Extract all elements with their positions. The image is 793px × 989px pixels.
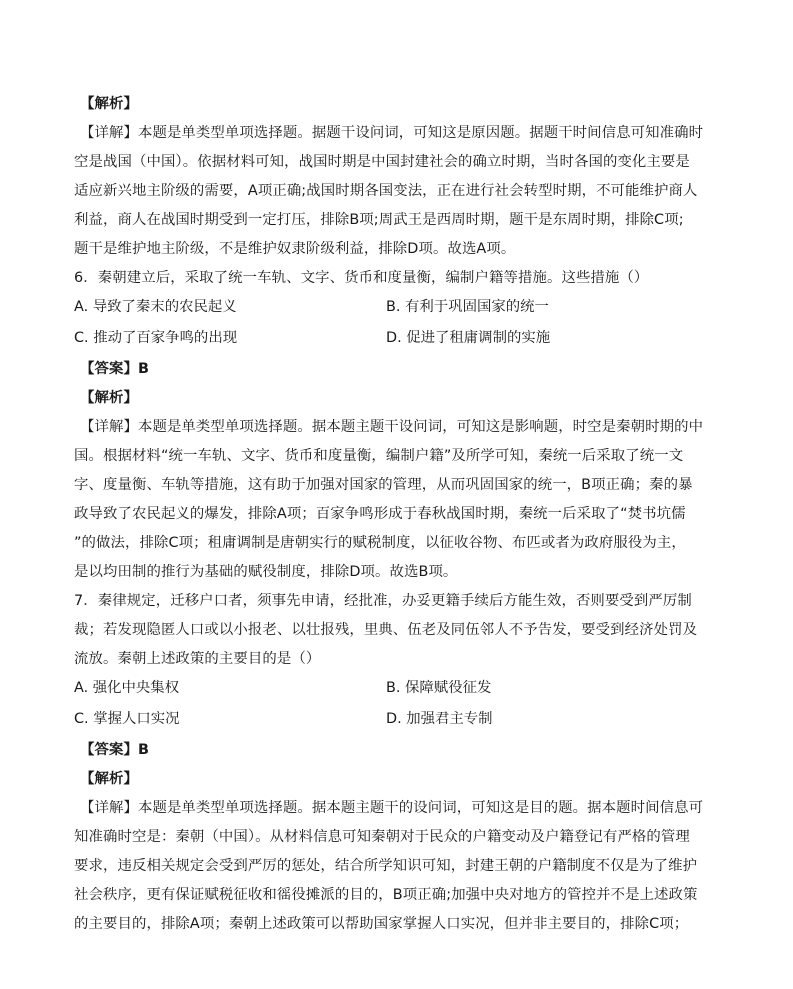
q6-stem: 6．秦朝建立后，采取了统一车轨、文字、货币和度量衡，编制户籍等措施。这些措施（） (74, 270, 649, 286)
q6-options-row-1 (74, 293, 734, 324)
q6-detail-line: 【详解】本题是单类型单项选择题。据本题主题干设问词，可知这是影响题，时空是秦朝时期的中 (80, 419, 704, 435)
q6-answer: 【答案】B (80, 361, 150, 377)
q6-option-b: B. 有利于巩固国家的统一 (386, 299, 549, 315)
q7-analysis-label: 【解析】 (80, 771, 138, 787)
q7-option-c: C. 掌握人口实况 (74, 711, 180, 727)
q5-analysis-label: 【解析】 (80, 96, 138, 112)
document-page (74, 90, 734, 939)
q7-detail-line: 社会秩序，更有保证赋税征收和徭役摊派的目的，B项正确;加强中央对地方的管控并不是上述政策 (74, 887, 698, 903)
q5-detail-line: 利益，商人在战国时期受到一定打压，排除B项;周武王是西周时期，题干是东周时期，排除C项; (74, 212, 684, 228)
q6-detail-line: 字、度量衡、车轨等措施，这有助于加强对国家的管理，从而巩固国家的统一，B项正确；秦的暴 (74, 477, 693, 493)
q7-detail (74, 794, 734, 939)
q6-detail-line: 是以均田制的推行为基础的赋役制度，排除D项。故选B项。 (74, 564, 458, 580)
q7-stem-line: 裁；若发现隐匿人口或以小报老、以壮报残，里典、伍老及同伍邻人不予告发，要受到经济处罚及 (74, 622, 698, 638)
q7-options-row-2 (74, 705, 734, 736)
q5-detail-line: 空是战国（中国）。依据材料可知，战国时期是中国封建社会的确立时期，当时各国的变化主要是 (74, 154, 690, 170)
q7-stem-line: 7．秦律规定，迁移户口者，须事先申请，经批准，办妥更籍手续后方能生效，否则要受到严厉制 (74, 593, 692, 609)
q5-detail (74, 119, 734, 264)
q7-stem (74, 587, 734, 674)
q7-answer: 【答案】B (80, 742, 150, 758)
q5-detail-line: 【详解】本题是单类型单项选择题。据题干设问词，可知这是原因题。据题干时间信息可知准确时 (80, 125, 704, 141)
q5-detail-line: 适应新兴地主阶级的需要，A项正确;战国时期各国变法，正在进行社会转型时期，不可能维护商人 (74, 183, 698, 199)
q7-options-row-1 (74, 674, 734, 705)
q6-analysis-label: 【解析】 (80, 390, 138, 406)
q6-detail (74, 413, 734, 587)
q7-stem-line: 流放。秦朝上述政策的主要目的是（） (74, 651, 321, 667)
q6-detail-line: ”的做法，排除C项；租庸调制是唐朝实行的赋税制度，以征收谷物、布匹或者为政府服役为主， (74, 535, 686, 551)
q7-detail-line: 要求，违反相关规定会受到严厉的惩处，结合所学知识可知，封建王朝的户籍制度不仅是为了维护 (74, 858, 698, 874)
q6-option-a: A. 导致了秦末的农民起义 (74, 299, 237, 315)
q6-detail-line: 国。根据材料“统一车轨、文字、货币和度量衡，编制户籍”及所学可知，秦统一后采取了统一文 (74, 448, 684, 464)
q6-options-row-2 (74, 324, 734, 355)
q7-detail-line: 的主要目的，排除A项；秦朝上述政策可以帮助国家掌握人口实况，但并非主要目的，排除C项； (74, 916, 689, 932)
q7-option-d: D. 加强君主专制 (386, 711, 493, 727)
q7-option-a: A. 强化中央集权 (74, 680, 180, 696)
q7-option-b: B. 保障赋役征发 (386, 680, 492, 696)
q6-option-d: D. 促进了租庸调制的实施 (386, 330, 551, 346)
q7-detail-line: 知准确时空是：秦朝（中国）。从材料信息可知秦朝对于民众的户籍变动及户籍登记有严格的管理 (74, 829, 690, 845)
q6-option-c: C. 推动了百家争鸣的出现 (74, 330, 238, 346)
q6-detail-line: 政导致了农民起义的爆发，排除A项；百家争鸣形成于春秋战国时期，秦统一后采取了“焚书坑儒 (74, 506, 686, 522)
q7-detail-line: 【详解】本题是单类型单项选择题。据本题主题干的设问词，可知这是目的题。据本题时间信息可 (80, 800, 704, 816)
q5-detail-line: 题干是维护地主阶级，不是维护奴隶阶级利益，排除D项。故选A项。 (74, 241, 516, 257)
